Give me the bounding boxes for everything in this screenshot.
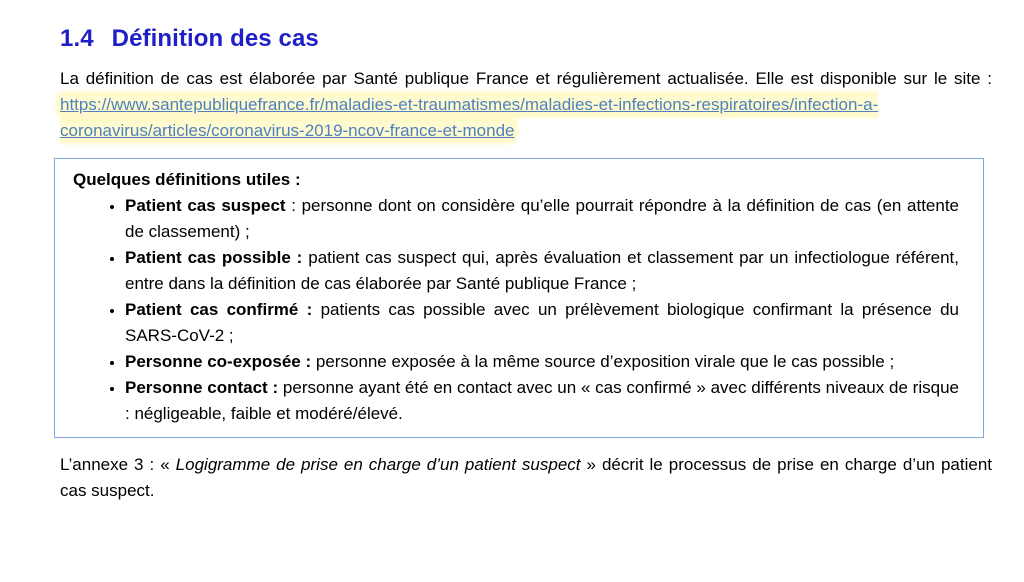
section-title: Définition des cas: [111, 25, 319, 52]
intro-paragraph: [60, 66, 992, 144]
definition-text: personne exposée à la même source d’exposition virale que le cas possible ;: [315, 352, 895, 371]
definition-term: Patient cas suspect: [125, 196, 286, 215]
definition-term: Patient cas confirmé :: [125, 300, 313, 319]
annex-text-after: » décrit le processus de prise en charge d’un patient cas suspect.: [60, 455, 993, 500]
definition-term: Patient cas possible :: [125, 248, 303, 267]
sante-publique-link[interactable]: https://www.santepubliquefrance.fr/maladies-et-traumatismes/maladies-et-infections-respiratoires/infection-a-coronavirus/articles/coronavirus-2019-ncov-france-et-monde: [60, 95, 879, 140]
annex-italic-title: Logigramme de prise en charge d’un patient suspect: [175, 455, 581, 474]
intro-text: La définition de cas est élaborée par Santé publique France et régulièrement actualisée. Elle est disponible sur le site :: [60, 69, 992, 88]
definition-text: personne ayant été en contact avec un « cas confirmé » avec différents niveaux de risque : négligeable, faible et modéré/élevé.: [125, 378, 959, 423]
definition-item: [125, 297, 959, 349]
annex-text-before: L’annexe 3 : «: [60, 455, 176, 474]
definitions-list: [73, 193, 959, 427]
definition-separator: :: [285, 196, 302, 215]
document-page: [60, 22, 992, 504]
definition-text: patient cas suspect qui, après évaluation et classement par un infectiologue référent, entre dans la définition de cas élaborée par Santé publique France ;: [125, 248, 959, 293]
section-number: 1.4: [60, 25, 94, 52]
definition-text: personne dont on considère qu’elle pourrait répondre à la définition de cas (en attente de classement) ;: [125, 196, 960, 241]
definition-separator: [312, 300, 320, 319]
definition-term: Personne co-exposée :: [125, 352, 312, 371]
section-heading: [60, 22, 992, 56]
definition-item: [125, 375, 959, 427]
definition-item: [125, 349, 959, 375]
definition-item: [125, 193, 959, 245]
definition-term: Personne contact :: [125, 378, 279, 397]
definitions-box-title: Quelques définitions utiles :: [73, 170, 301, 189]
definitions-box: [54, 158, 984, 438]
definition-item: [125, 245, 959, 297]
definition-text: patients cas possible avec un prélèvement biologique confirmant la présence du SARS-CoV-2 ;: [125, 300, 959, 345]
annex-paragraph: [60, 452, 992, 504]
highlighted-link: [60, 95, 878, 140]
